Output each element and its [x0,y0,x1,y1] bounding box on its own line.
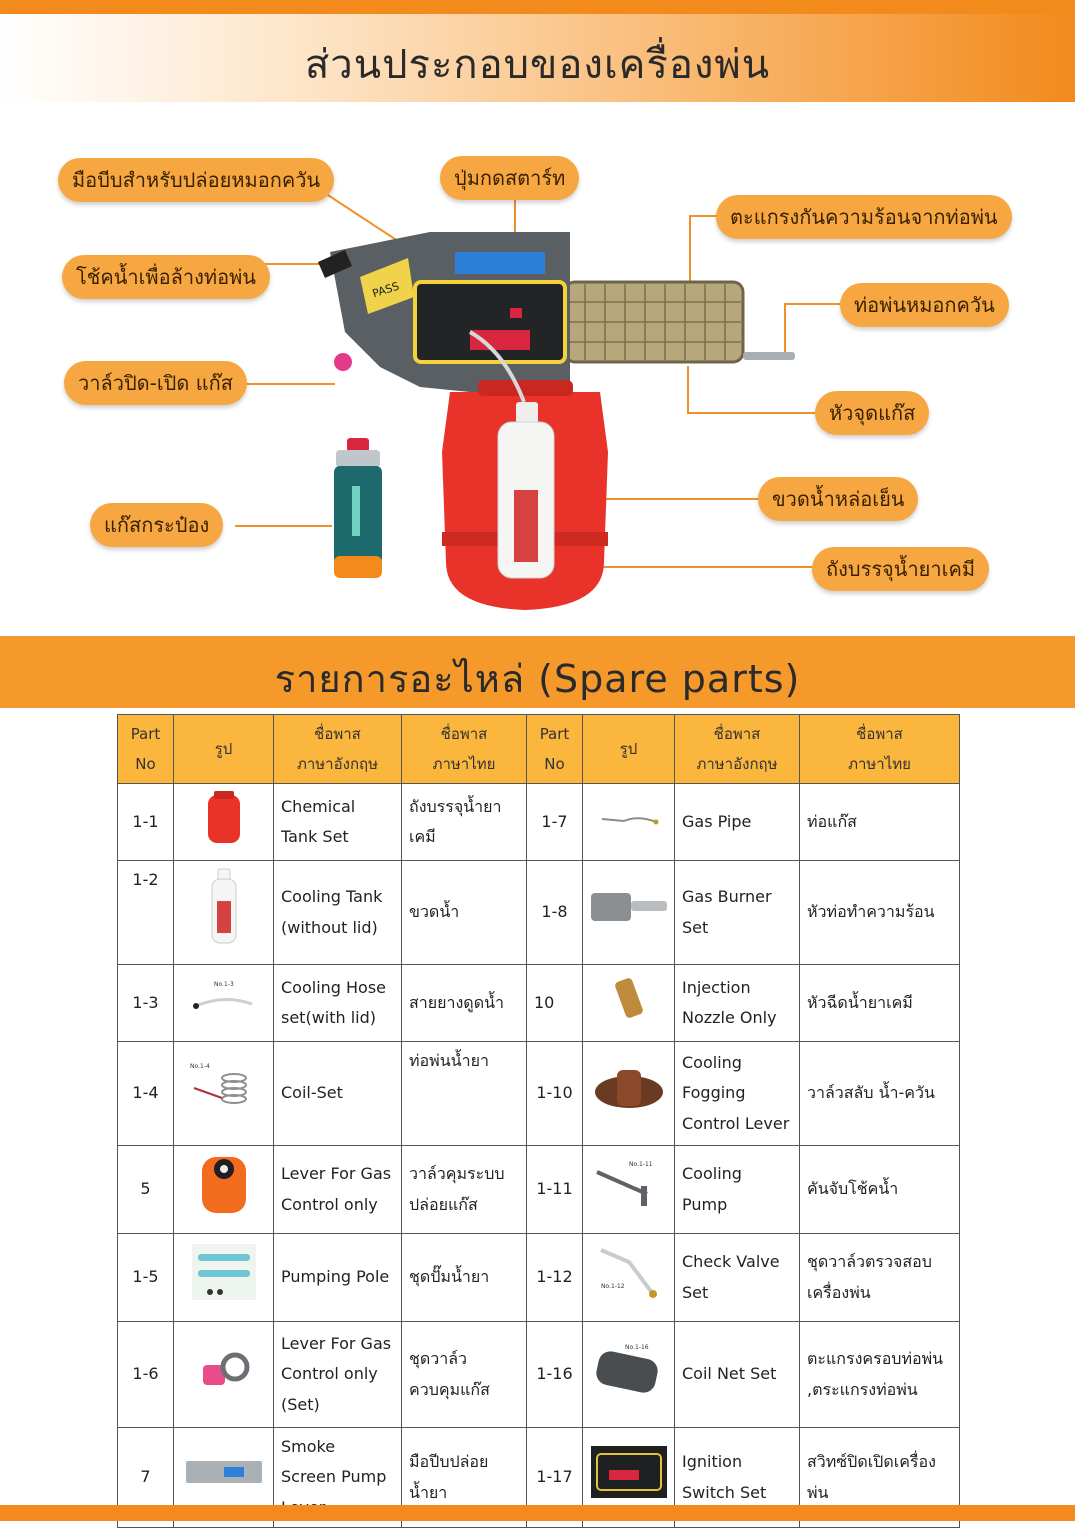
table-row [118,861,960,965]
header-part-no: Part No [118,715,174,784]
label-gas-valve: วาล์วปิด-เปิด แก๊ส [64,361,247,405]
part-name-en: Ignition Switch Set [675,1428,800,1528]
brand-text: PASS [370,279,401,301]
part-image [583,784,675,861]
part-name-th: มือปีบปล่อย น้ำยา [402,1428,527,1528]
bottom-orange-strip [0,1505,1075,1521]
part-name-th: ชุดปั๊มน้ำยา [402,1234,527,1322]
part-name-th: วาล์วสลับ น้ำ-ควัน [800,1042,960,1146]
table-row [118,1146,960,1234]
part-image [174,1146,274,1234]
fogger-diagram [0,102,1075,632]
part-tag: No.1-16 [624,1344,649,1352]
header-english-name: ชื่อพาส ภาษาอังกฤษ [274,715,402,784]
header-picture-2: รูป [583,715,675,784]
label-water-choke: โช้คน้ำเพื่อล้างท่อพ่น [62,255,270,299]
part-name-en: Cooling Tank (without lid) [274,861,402,965]
part-no: 1-3 [118,965,174,1042]
header-banner [0,14,1075,102]
part-name-th: สายยางดูดน้ำ [402,965,527,1042]
part-image [583,861,675,965]
label-cooling-bottle: ขวดน้ำหล่อเย็น [758,477,918,521]
part-tag: No.1-11 [628,1161,653,1169]
part-name-th: ชุดวาล์ว ควบคุมแก๊ส [402,1322,527,1428]
spare-parts-banner [0,636,1075,708]
part-no: 7 [118,1428,174,1528]
part-tag: No.1-3 [213,980,234,988]
part-image [583,1042,675,1146]
label-hand-pump: มือบีบสำหรับปล่อยหมอกควัน [58,158,334,202]
part-name-en: Gas Pipe [675,784,800,861]
part-image [174,784,274,861]
label-gas-igniter: หัวจุดแก๊ส [815,391,929,435]
part-no: 1-7 [527,784,583,861]
part-no: 1-6 [118,1322,174,1428]
part-image [174,1234,274,1322]
part-image [174,965,274,1042]
part-name-en: Cooling Hose set(with lid) [274,965,402,1042]
part-name-th: ถังบรรจุน้ำยา เคมี [402,784,527,861]
label-start-button: ปุ่มกดสตาร์ท [440,156,579,200]
part-image [174,861,274,965]
part-name-en: Lever For Gas Control only (Set) [274,1322,402,1428]
label-fog-nozzle: ท่อพ่นหมอกควัน [840,283,1009,327]
part-name-th: สวิทซ์ปิดเปิดเครื่อง พ่น [800,1428,960,1528]
part-name-en: Cooling Pump [675,1146,800,1234]
part-name-en: Smoke Screen Pump [274,1428,402,1528]
fogger-body-image [318,232,570,392]
header-english-name-2: ชื่อพาส ภาษาอังกฤษ [675,715,800,784]
part-image [583,965,675,1042]
header-picture: รูป [174,715,274,784]
part-no: 1-12 [527,1234,583,1322]
table-row [118,1042,960,1146]
part-no: 1-16 [527,1322,583,1428]
part-no: 1-8 [527,861,583,965]
part-tag: No.1-12 [600,1283,625,1291]
part-name-th: ตะแกรงครอบท่อพ่น ,ตระแกรงท่อพ่น [800,1322,960,1428]
label-gas-canister: แก๊สกระป๋อง [90,503,223,547]
part-name-th: หัวฉีดน้ำยาเคมี [800,965,960,1042]
part-no: 1-5 [118,1234,174,1322]
table-row [118,1234,960,1322]
part-image [583,1146,675,1234]
part-name-th: ชุดวาล์วตรวจสอบ เครื่องพ่น [800,1234,960,1322]
top-orange-strip [0,0,1075,14]
part-no: 1-2 [118,861,174,965]
part-name-en: Check Valve Set [675,1234,800,1322]
part-no: 1-17 [527,1428,583,1528]
heat-shield-image [565,282,795,362]
table-row [118,965,960,1042]
table-row [118,1322,960,1428]
part-tag: No.1-4 [189,1063,210,1071]
part-no: 1-10 [527,1042,583,1146]
header-part-no-2: Part No [527,715,583,784]
part-name-th: ท่อแก๊ส [800,784,960,861]
part-name-en: Pumping Pole [274,1234,402,1322]
part-name-en: Cooling Fogging Control Lever [675,1042,800,1146]
part-no: 1-11 [527,1146,583,1234]
part-name-th: ขวดน้ำ [402,861,527,965]
part-name-th: วาล์วคุมระบบ ปล่อยแก๊ส [402,1146,527,1234]
header-thai-name: ชื่อพาส ภาษาไทย [402,715,527,784]
spare-parts-title: รายการอะไหล่ (Spare parts) [274,657,801,701]
spare-parts-table [117,714,960,1528]
part-no: 5 [118,1146,174,1234]
part-image [174,1322,274,1428]
part-image [583,1234,675,1322]
part-no: 1-1 [118,784,174,861]
table-header-row [118,715,960,784]
table-row [118,784,960,861]
part-name-th: หัวท่อทำความร้อน [800,861,960,965]
part-name-th: ท่อพ่นน้ำยา [402,1042,527,1146]
part-no: 10 [527,965,583,1042]
part-name-en: Lever For Gas Control only [274,1146,402,1234]
part-name-en: Injection Nozzle Only [675,965,800,1042]
label-heat-shield: ตะแกรงกันความร้อนจากท่อพ่น [716,195,1012,239]
header-thai-name-2: ชื่อพาส ภาษาไทย [800,715,960,784]
part-image [583,1322,675,1428]
part-no: 1-4 [118,1042,174,1146]
part-name-en: Coil-Set [274,1042,402,1146]
part-name-en: Chemical Tank Set [274,784,402,861]
gas-canister-image [334,438,382,578]
part-name-en: Gas Burner Set [675,861,800,965]
part-image [174,1042,274,1146]
label-chemical-tank: ถังบรรจุน้ำยาเคมี [812,547,989,591]
part-name-th: คันจับโช้คน้ำ [800,1146,960,1234]
part-name-en: Coil Net Set [675,1322,800,1428]
page-title: ส่วนประกอบของเครื่องพ่น [304,42,771,88]
